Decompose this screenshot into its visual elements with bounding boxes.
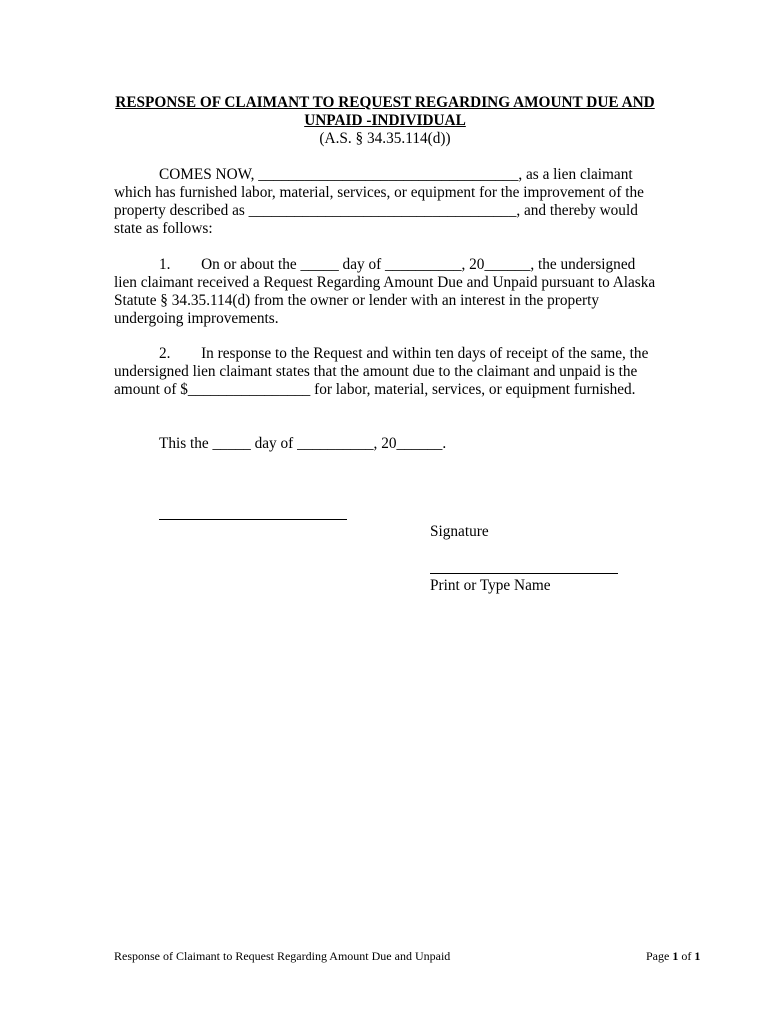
signature-label: Signature: [430, 523, 489, 540]
item-2-line-1: 2. In response to the Request and within ten days of receipt of the same, the: [159, 345, 649, 362]
page-of: of: [678, 949, 695, 963]
footer-document-title: Response of Claimant to Request Regarding Amount Due and Unpaid: [114, 949, 451, 963]
footer-page-number: [646, 948, 700, 964]
print-name-label: Print or Type Name: [430, 577, 551, 594]
item-1-line-4: undergoing improvements.: [114, 310, 279, 327]
page-total: 1: [694, 949, 701, 963]
item-1-line-2: lien claimant received a Request Regarding Amount Due and Unpaid pursuant to Alaska: [114, 274, 656, 291]
item-1-line-1: 1. On or about the _____ day of __________, 20______, the undersigned: [159, 256, 636, 273]
page-prefix: Page: [646, 949, 673, 963]
item-2-line-2: undersigned lien claimant states that the amount due to the claimant and unpaid is the: [114, 363, 638, 380]
intro-line-4: state as follows:: [114, 220, 213, 237]
intro-paragraph: [114, 166, 654, 238]
dated-line: This the _____ day of __________, 20______.: [159, 435, 447, 452]
item-1-paragraph: [114, 256, 654, 328]
intro-line-1: COMES NOW, __________________________________, as a lien claimant: [159, 166, 633, 183]
document-title-line-2: UNPAID -INDIVIDUAL: [304, 112, 466, 129]
item-1-line-3: Statute § 34.35.114(d) from the owner or lender with an interest in the property: [114, 292, 599, 309]
document-title-line-1: RESPONSE OF CLAIMANT TO REQUEST REGARDING AMOUNT DUE AND: [115, 94, 655, 111]
statute-citation: (A.S. § 34.35.114(d)): [319, 130, 451, 147]
page-current: 1: [672, 949, 679, 963]
item-2-line-3: amount of $________________ for labor, material, services, or equipment furnished.: [114, 381, 636, 398]
item-2-paragraph: [114, 345, 654, 399]
print-name-line: [430, 573, 618, 574]
intro-line-3: property described as ___________________________________, and thereby would: [114, 202, 638, 219]
left-signature-line: [159, 519, 347, 520]
intro-line-2: which has furnished labor, material, services, or equipment for the improvement of the: [114, 184, 644, 201]
